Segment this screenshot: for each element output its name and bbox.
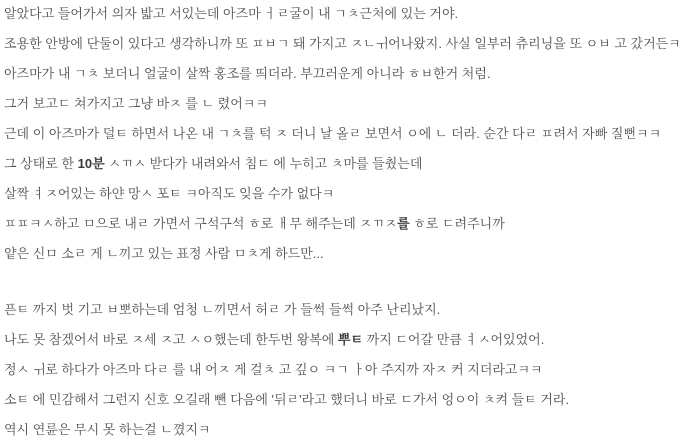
story-line [4, 64, 700, 84]
story-line [4, 184, 700, 204]
text-run: ㅍㅍㅋㅅ하고 ㅁ으로 내ㄹ 가면서 구석구석 ㅎ로 ㅐ무 해주는데 ㅈㄲㅈ [4, 216, 398, 231]
story-line [4, 390, 700, 410]
story-line [4, 214, 700, 234]
story-line [4, 94, 700, 114]
story-line [4, 124, 700, 144]
text-run: 얕은 신ㅁ 소ㄹ 게 ㄴ끼고 있는 표정 사람 ㅁㅊ게 하드만... [4, 246, 324, 261]
story-line [4, 154, 700, 174]
text-run: 나도 못 참겠어서 바로 ㅈ세 ㅈ고 ㅅㅇ했는데 한두번 왕복에 [4, 332, 338, 347]
bold-text-run: 를 [397, 216, 410, 231]
text-run: 조용한 안방에 단둘이 있다고 생각하니까 또 ㅍㅂㄱ 돼 가지고 ㅈㄴㅟ어나왔지. 사실 일부러 츄리닝을 또 ㅇㅂ 고 갔거든ㅋ [4, 36, 681, 51]
story-line [4, 244, 700, 264]
text-run: 역시 연륜은 무시 못 하는걸 ㄴ꼈지ㅋ [4, 422, 211, 437]
text-run: 그거 보고ㄷ 쳐가지고 그냥 바ㅈ 를 ㄴ 렸어ㅋㅋ [4, 96, 268, 111]
bold-text-run: 뿌ㅌ [337, 332, 364, 347]
text-run: 픈ㅌ 까지 벗 기고 ㅂ뽀하는데 엄청 ㄴ끼면서 허ㄹ 가 들썩 들썩 아주 난리났지. [4, 302, 441, 317]
text-run: 그 상태로 한 [4, 156, 78, 171]
story-line [4, 300, 700, 320]
text-run: ㅅㄲㅅ 받다가 내려와서 침ㄷ 에 누히고 ㅊ마를 들췄는데 [104, 156, 423, 171]
story-line [4, 360, 700, 380]
text-run: 알았다고 들어가서 의자 밟고 서있는데 아즈마 ㅓㄹ굴이 내 ㄱㅊ근처에 있는 거야. [4, 6, 459, 21]
story-line [4, 34, 700, 54]
text-run: 근데 이 아즈마가 덜ㅌ 하면서 나온 내 ㄱㅊ를 턱 ㅈ 더니 날 올ㄹ 보면서 ㅇ에 ㄴ 더라. 순간 다ㄹ ㅍ려서 자빠 질뻔ㅋㅋ [4, 126, 662, 141]
text-run: 아즈마가 내 ㄱㅊ 보더니 얼굴이 살짝 홍조를 띄더라. 부끄러운게 아니라 ㅎㅂ한거 처럼. [4, 66, 491, 81]
text-run: ㅎ로 ㄷ려주니까 [409, 216, 505, 231]
story-line [4, 420, 700, 440]
story-line [4, 330, 700, 350]
text-run: 살짝 ㅕㅈ어있는 하얀 망ㅅ 포ㅌ ㅋ아직도 잊을 수가 없다ㅋ [4, 186, 335, 201]
text-run: 까지 ㄷ어갈 만큼 ㅕㅅ어있었어. [363, 332, 545, 347]
bold-text-run: 10분 [77, 156, 105, 171]
text-run: 소ㅌ 에 민감해서 그런지 신호 오길래 뺀 다음에 '뒤ㄹ'라고 했더니 바로 ㄷ가서 엉ㅇ이 ㅊ켜 들ㅌ 거라. [4, 392, 570, 407]
text-run: 정ㅅ ㅟ로 하다가 아즈마 다ㄹ 를 내 어ㅈ 게 걸ㅊ 고 깊ㅇ ㅋㄱ ㅏ아 주지까 자ㅈ 커 지더라고ㅋㅋ [4, 362, 543, 377]
paragraph-gap [4, 274, 700, 300]
story-line [4, 4, 700, 24]
